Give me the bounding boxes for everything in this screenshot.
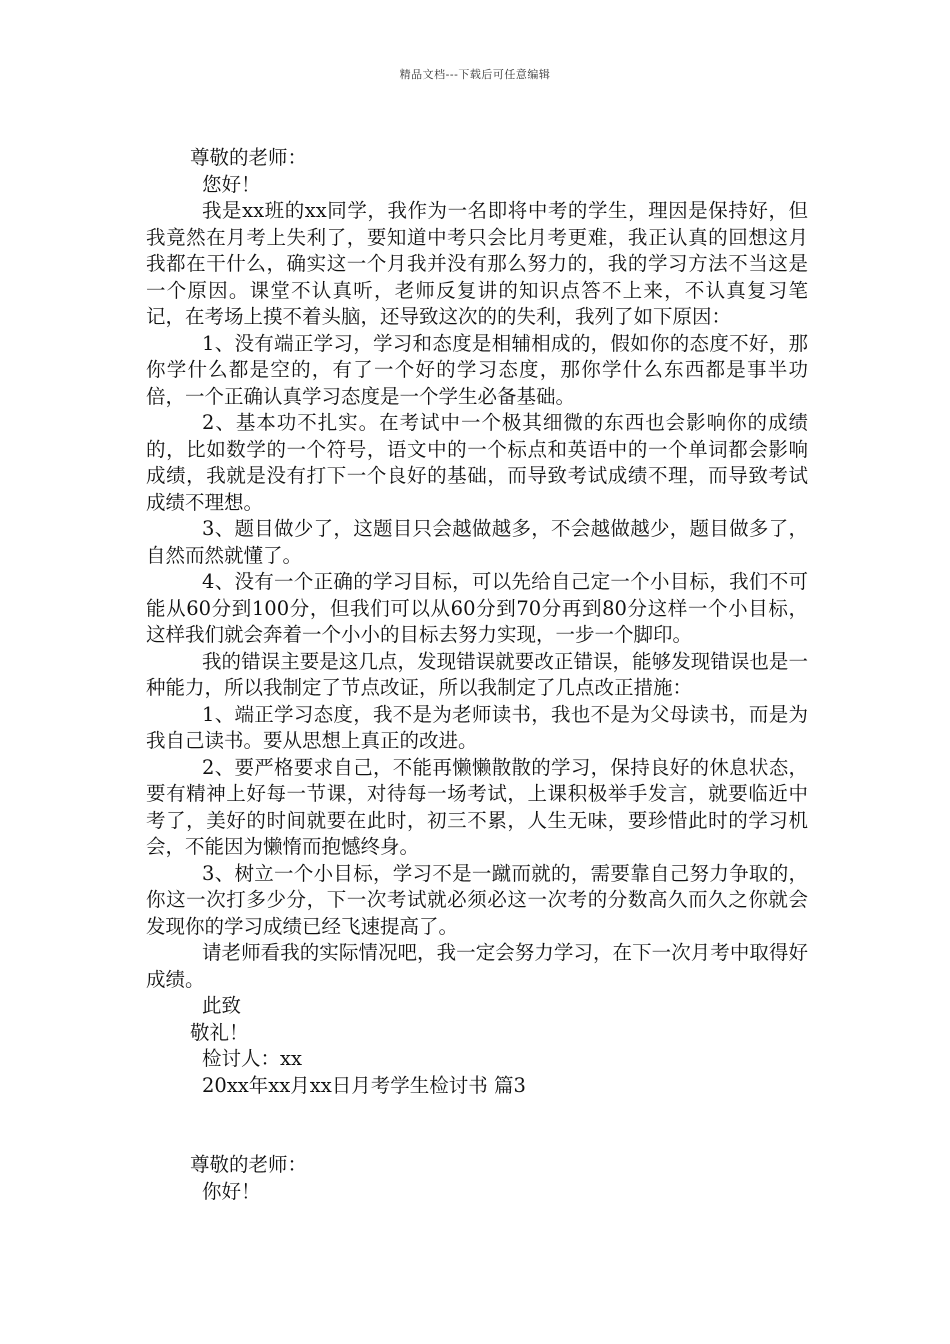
greeting: 您好！ (202, 172, 261, 196)
salutation-2: 尊敬的老师： (190, 1153, 308, 1176)
paragraph-reason-3: 3、题目做少了，这题目只会越做越多，不会越做越少，题目做多了，自然而然就懂了。 (146, 517, 808, 567)
paragraph-reason-4: 4、没有一个正确的学习目标，可以先给自己定一个小目标，我们不可能从60分到100分，但我们可以从60分到70分再到80分这样一个小目标，这样我们就会奔着一个小小的目标去努力实现，一步一个脚印。 (146, 570, 808, 646)
signature: 检讨人：xx (202, 1047, 302, 1070)
paragraph-intro: 我是xx班的xx同学，我作为一名即将中考的学生，理因是保持好，但我竟然在月考上失利了，要知道中考只会比月考更难，我正认真的回想这月我都在干什么，确实这一个月我并没有那么努力的，我的学习方法不当这是一个原因。课堂不认真听，老师反复讲的知识点答不上来，不认真复习笔记，在考场上摸不着头脑，还导致这次的的失利，我列了如下原因： (146, 199, 808, 328)
salutation: 尊敬的老师： (190, 146, 308, 169)
closing-cizhi: 此致 (202, 994, 242, 1017)
paragraph-measure-3: 3、树立一个小目标，学习不是一蹴而就的，需要靠自己努力争取的，你这一次打多少分，下一次考试就必须必这一次考的分数高久而久之你就会发现你的学习成绩已经飞速提高了。 (146, 861, 808, 938)
paragraph-measure-1: 1、端正学习态度，我不是为老师读书，我也不是为父母读书，而是为我自己读书。要从思想上真正的改进。 (146, 702, 808, 752)
greeting-2: 你好！ (202, 1179, 261, 1203)
paragraph-reason-2: 2、基本功不扎实。在考试中一个极其细微的东西也会影响你的成绩的，比如数学的一个符号，语文中的一个标点和英语中的一个单词都会影响成绩，我就是没有打下一个良好的基础，而导致考试成绩不理，而导致考试成绩不理想。 (146, 411, 808, 514)
paragraph-summary: 我的错误主要是这几点，发现错误就要改正错误，能够发现错误也是一种能力，所以我制定了节点改证，所以我制定了几点改正措施： (146, 649, 808, 699)
paragraph-request: 请老师看我的实际情况吧，我一定会努力学习，在下一次月考中取得好成绩。 (146, 941, 808, 991)
paragraph-measure-2: 2、要严格要求自己，不能再懒懒散散的学习，保持良好的休息状态，要有精神上好每一节课，对待每一场考试，上课积极举手发言，就要临近中考了，美好的时间就要在此时，初三不累，人生无味，要珍惜此时的学习机会，不能因为懒惰而抱憾终身。 (146, 755, 808, 858)
paragraph-reason-1: 1、没有端正学习，学习和态度是相辅相成的，假如你的态度不好，那你学什么都是空的，有了一个好的学习态度，那你学什么东西都是事半功倍，一个正确认真学习态度是一个学生必备基础。 (146, 331, 808, 408)
closing-jingli: 敬礼！ (190, 1020, 249, 1044)
page-header: 精品文档---下载后可任意编辑 (399, 68, 551, 81)
document-body (146, 145, 808, 1205)
next-letter-title: 20xx年xx月xx日月考学生检讨书 篇3 (202, 1073, 526, 1097)
spacer (146, 1099, 808, 1152)
